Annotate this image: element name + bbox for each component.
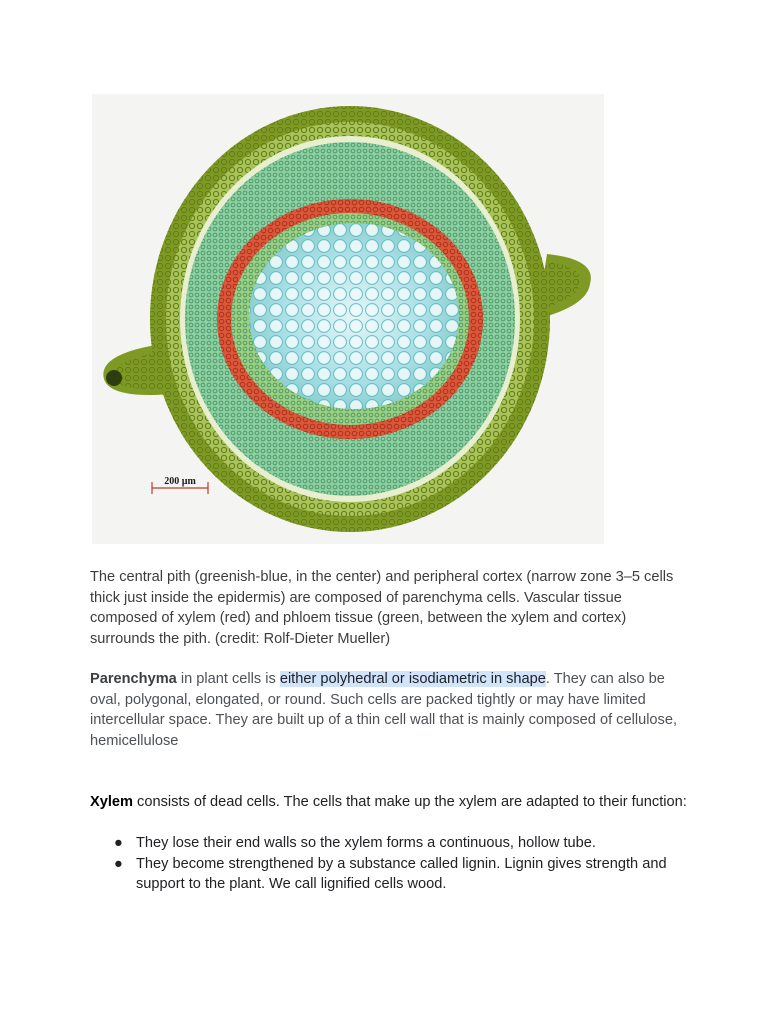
- bullet-icon: ●: [114, 855, 123, 872]
- stem-cross-section-figure: [92, 94, 604, 544]
- xylem-bullet-list: [90, 833, 690, 895]
- highlighted-text[interactable]: either polyhedral or isodiametric in shape: [279, 671, 546, 687]
- xylem-term: Xylem: [90, 794, 133, 810]
- figure-caption: The central pith (greenish-blue, in the center) and peripheral cortex (narrow zone 3–5 cells thick just inside the epidermis) are composed of parenchyma cells. Vascular tissue composed of xylem (red) and phloem tissue (green, between the xylem and cortex) surrounds the pith. (credit: Rolf-Dieter Mueller): [90, 569, 674, 647]
- xylem-text: consists of dead cells. The cells that make up the xylem are adapted to their function:: [133, 794, 687, 810]
- bullet-icon: ●: [114, 835, 123, 851]
- parenchyma-text-after: . They can also be oval, polygonal, elongated, or round. Such cells are packed tightly or may have limited intercellular space. They are built up of a thin cell wall that is mainly composed of cellulose, hemicellulose: [90, 671, 678, 749]
- stem-cross-section-image: [92, 94, 604, 544]
- parenchyma-term: Parenchyma: [90, 671, 177, 687]
- scale-bar-label: 200 µm: [164, 476, 196, 487]
- list-item-text: They become strengthened by a substance called lignin. Lignin gives strength and support to the plant. We call lignified cells wood.: [136, 855, 667, 892]
- parenchyma-paragraph: [90, 669, 690, 751]
- xylem-paragraph: [90, 792, 690, 813]
- list-item: [90, 833, 690, 854]
- list-item-text: They lose their end walls so the xylem forms a continuous, hollow tube.: [136, 835, 596, 851]
- parenchyma-text-before: in plant cells is: [176, 671, 280, 687]
- list-item: [90, 854, 690, 895]
